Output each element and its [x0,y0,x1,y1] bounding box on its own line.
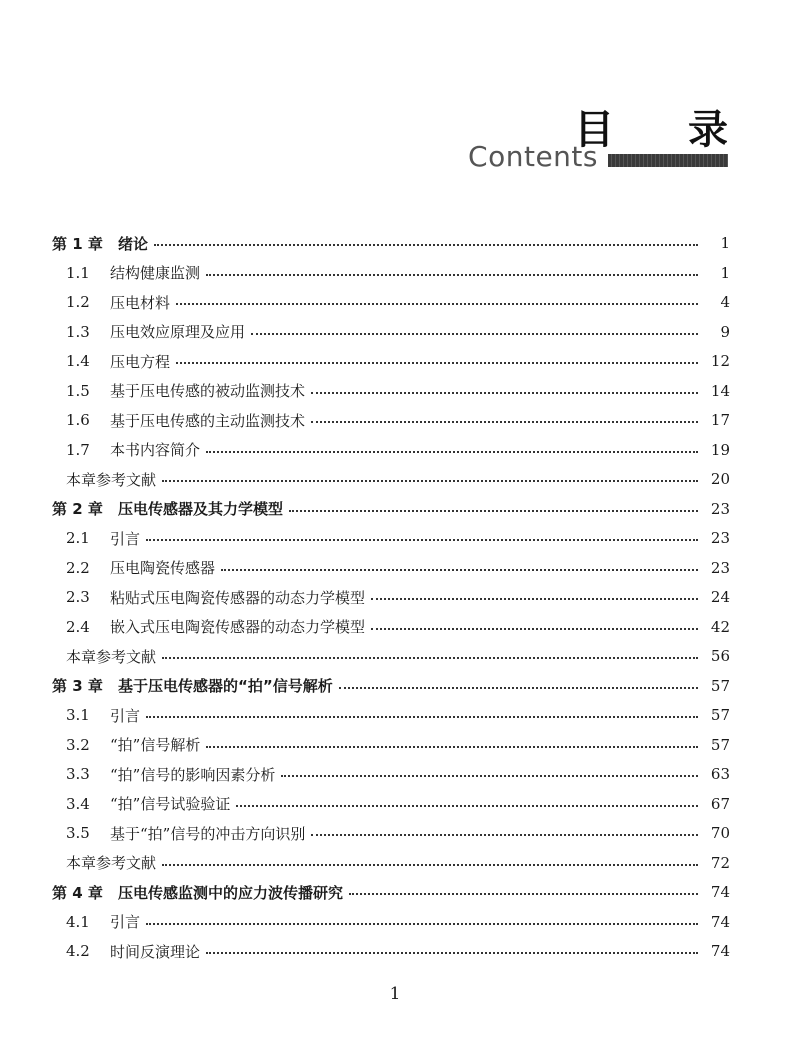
dot-leader [146,716,698,718]
dot-leader [154,244,698,246]
page-header [0,0,790,200]
toc-entry-page: 1 [720,263,730,282]
toc-entry-page: 4 [720,293,730,311]
toc-entry-title: “拍”信号试验验证 [110,795,231,813]
toc-entry-page: 23 [710,529,730,547]
toc-entry-page: 63 [710,765,730,783]
dot-leader [162,657,698,659]
toc-entry-section[interactable] [0,937,790,965]
toc-entry-number: 3.1 [66,706,90,724]
toc-entry-title: 本章参考文献 [66,647,157,666]
toc-entry-page: 57 [710,676,730,695]
toc-entry-number: 1.3 [66,322,90,341]
toc-entry-number: 2.2 [66,558,90,577]
dot-leader [339,687,698,689]
toc-entry-title: 结构健康监测 [110,264,201,282]
toc-entry-section[interactable] [0,318,790,346]
toc-entry-page: 72 [710,853,730,872]
decorative-bar [608,154,728,167]
toc-entry-page: 56 [710,647,730,665]
toc-entry-title: 引言 [110,706,141,725]
toc-entry-number: 3.3 [66,765,90,783]
toc-entry-title: 压电传感监测中的应力波传播研究 [118,883,344,902]
dot-leader [311,421,698,423]
toc-entry-page: 23 [710,499,730,518]
toc-entry-number: 4.1 [66,912,90,931]
toc-entry-section[interactable] [0,347,790,375]
toc-entry-page: 70 [710,824,730,842]
toc-entry-number: 第 4 章 [52,883,103,902]
toc-entry-page: 74 [710,942,730,960]
toc-entry-section[interactable] [0,613,790,641]
toc-entry-chapter[interactable] [0,229,790,257]
toc-entry-title: 压电陶瓷传感器 [110,559,216,577]
toc-entry-title: 绪论 [118,234,149,253]
toc-entry-number: 第 1 章 [52,234,103,253]
toc-entry-section[interactable] [0,554,790,582]
toc-entry-number: 2.1 [66,529,90,547]
toc-entry-section[interactable] [0,908,790,936]
dot-leader [206,952,698,954]
dot-leader [371,628,698,630]
toc-entry-section[interactable] [0,583,790,611]
dot-leader [146,539,698,541]
dot-leader [311,834,698,836]
toc-entry-title: 压电效应原理及应用 [110,323,246,341]
toc-entry-ref[interactable] [0,849,790,877]
toc-entry-section[interactable] [0,288,790,316]
toc-entry-title: 引言 [110,913,141,931]
dot-leader [311,392,698,394]
toc-entry-title: “拍”信号的影响因素分析 [110,765,276,784]
toc-entry-page: 23 [710,558,730,577]
toc-entry-number: 1.5 [66,381,90,400]
toc-entry-page: 20 [710,470,730,488]
toc-entry-number: 1.2 [66,293,90,311]
toc-entry-ref[interactable] [0,465,790,493]
toc-entry-number: 1.4 [66,352,90,370]
toc-entry-number: 1.1 [66,263,90,282]
toc-entry-page: 57 [710,735,730,754]
page-title: 目 录 [574,107,758,153]
dot-leader [162,864,698,866]
toc-entry-title: 本书内容简介 [110,441,201,459]
toc-entry-number: 2.4 [66,617,90,636]
toc-entry-section[interactable] [0,524,790,552]
toc-entry-page: 74 [710,912,730,931]
toc-entry-chapter[interactable] [0,672,790,700]
toc-entry-chapter[interactable] [0,878,790,906]
subtitle-row [468,140,728,173]
toc-entry-page: 42 [710,617,730,636]
dot-leader [281,775,698,777]
toc-entry-number: 3.4 [66,794,90,813]
toc-entry-page: 74 [710,883,730,901]
toc-entry-page: 1 [720,234,730,252]
dot-leader [176,362,698,364]
page-subtitle: Contents [468,140,598,173]
toc-entry-title: 本章参考文献 [66,470,157,489]
toc-entry-number: 3.5 [66,824,90,842]
toc-entry-number: 1.7 [66,440,90,459]
toc-entry-section[interactable] [0,259,790,287]
toc-entry-ref[interactable] [0,642,790,670]
toc-entry-page: 57 [710,706,730,724]
toc-entry-title: 嵌入式压电陶瓷传感器的动态力学模型 [110,618,366,636]
toc-entry-title: 本章参考文献 [66,854,157,872]
toc-entry-title: 基于压电传感的被动监测技术 [110,382,306,400]
toc-entry-title: 引言 [110,529,141,548]
page-number: 1 [389,984,401,1004]
toc-entry-page: 17 [710,411,730,429]
toc-entry-title: 压电方程 [110,352,171,371]
toc-entry-title: “拍”信号解析 [110,736,201,754]
toc-entry-page: 19 [710,440,730,459]
toc-entry-page: 24 [710,588,730,606]
toc-entry-section[interactable] [0,760,790,788]
dot-leader [236,805,698,807]
toc-entry-title: 基于压电传感器的“拍”信号解析 [118,677,333,695]
toc-entry-number: 1.6 [66,411,90,429]
dot-leader [221,569,698,571]
toc-entry-title: 基于压电传感的主动监测技术 [110,411,306,430]
dot-leader [206,451,698,453]
toc-entry-number: 第 2 章 [52,500,103,518]
toc-entry-title: 基于“拍”信号的冲击方向识别 [110,824,306,843]
toc-entry-number: 2.3 [66,588,90,606]
toc-entry-chapter[interactable] [0,495,790,523]
dot-leader [371,598,698,600]
toc-entry-section[interactable] [0,701,790,729]
toc-entry-number: 4.2 [66,942,90,960]
dot-leader [349,893,698,895]
dot-leader [251,333,698,335]
toc-entry-section[interactable] [0,731,790,759]
dot-leader [176,303,698,305]
toc-entry-section[interactable] [0,790,790,818]
dot-leader [206,746,698,748]
toc-entry-number: 3.2 [66,735,90,754]
toc-entry-number: 第 3 章 [52,677,103,695]
dot-leader [206,274,698,276]
toc-entry-title: 压电传感器及其力学模型 [118,500,284,518]
toc-entry-section[interactable] [0,436,790,464]
toc-entry-page: 12 [710,352,730,370]
toc-entry-section[interactable] [0,406,790,434]
toc-entry-page: 9 [720,322,730,341]
dot-leader [289,510,698,512]
toc-entry-title: 时间反演理论 [110,942,201,961]
dot-leader [146,923,698,925]
toc-entry-page: 14 [710,381,730,400]
toc-entry-title: 粘贴式压电陶瓷传感器的动态力学模型 [110,588,366,607]
toc-entry-section[interactable] [0,377,790,405]
toc-entry-page: 67 [710,794,730,813]
toc-entry-title: 压电材料 [110,293,171,312]
dot-leader [162,480,698,482]
toc-entry-section[interactable] [0,819,790,847]
